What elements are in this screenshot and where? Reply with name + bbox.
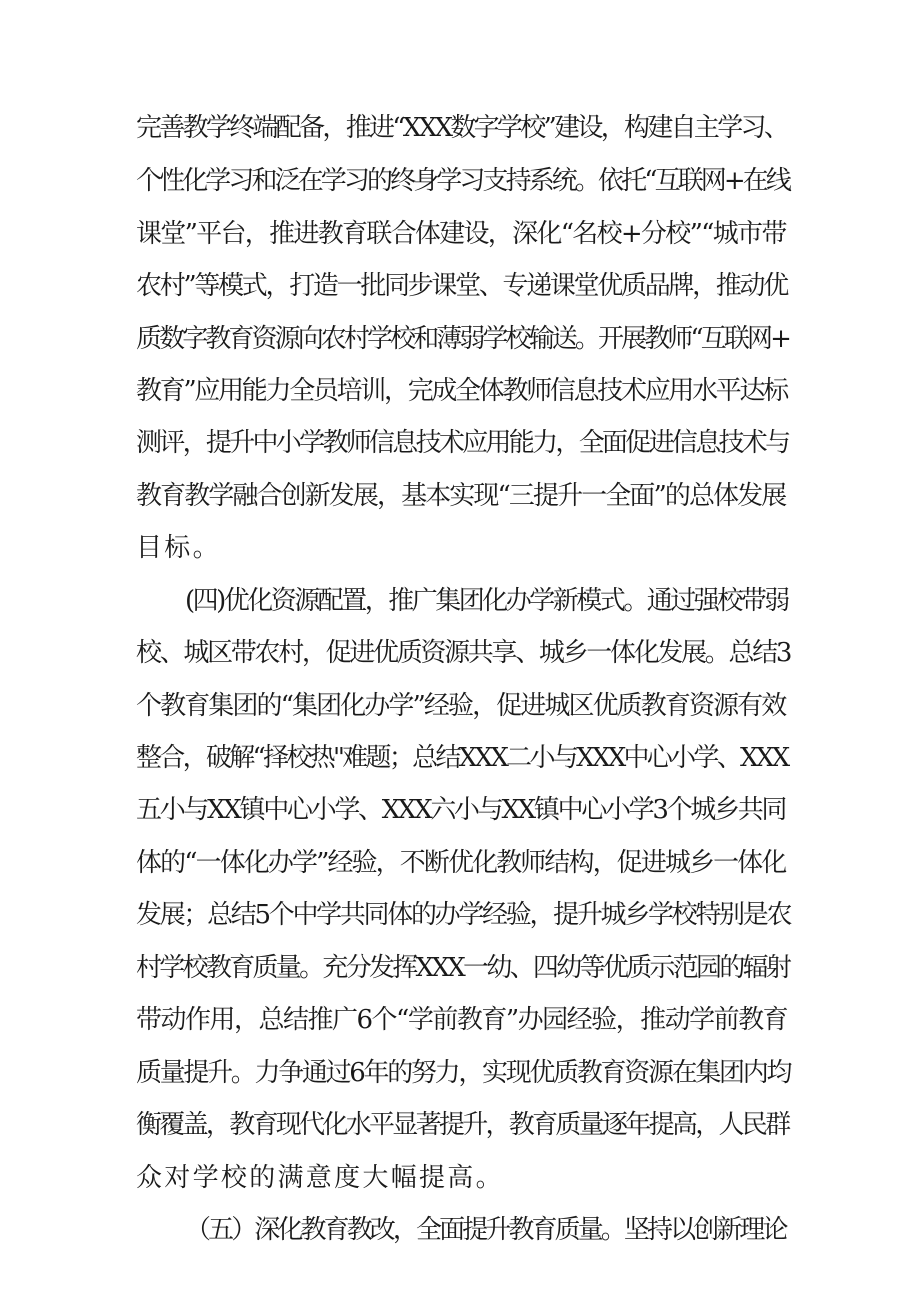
text-line: 体的“一体化办学”经验，不断优化教师结构，促进城乡一体化 xyxy=(136,848,786,878)
text-line: 个性化学习和泛在学习的终身学习支持系统。依托“互联网+在线 xyxy=(136,166,789,196)
text-line: 五小与XX镇中心小学、XXX六小与XX镇中心小学3个城乡共同 xyxy=(136,795,786,825)
text-line: 目标。 xyxy=(136,533,221,563)
text-line: 个教育集团的“集团化办学”经验，促进城区优质教育资源有效 xyxy=(136,691,786,721)
text-line: 衡覆盖，教育现代化水平显著提升，教育质量逐年提高，人民群 xyxy=(136,1110,789,1140)
text-line: 完善教学终端配备，推进“XXX数字学校”建设，构建自主学习、 xyxy=(136,113,788,143)
text-line: 质数字教育资源向农村学校和薄弱学校输送。开展教师“互联网+ xyxy=(136,324,789,354)
text-line: 教育教学融合创新发展，基本实现“三提升一全面”的总体发展 xyxy=(136,481,786,511)
text-line: 村学校教育质量。充分发挥XXX一幼、四幼等优质示范园的辐射 xyxy=(136,953,790,983)
text-line: 整合，破解“择校热"难题；总结XXX二小与XXX中心小学、XXX xyxy=(136,743,788,773)
text-line: 质量提升。力争通过6年的努力，实现优质教育资源在集团内均 xyxy=(136,1058,791,1088)
text-line: 农村”等模式，打造一批同步课堂、专递课堂优质品牌，推动优 xyxy=(136,271,787,301)
section-heading-line: （五）深化教育教改，全面提升教育质量。坚持以创新理论 xyxy=(185,1215,786,1245)
text-line: 课堂”平台，推进教育联合体建设，深化“名校+分校”“城市带 xyxy=(136,219,786,249)
text-line: 测评，提升中小学教师信息技术应用能力，全面促进信息技术与 xyxy=(136,428,789,458)
text-line: 带动作用，总结推广6个“学前教育”办园经验，推动学前教育 xyxy=(136,1005,788,1035)
text-line: 众对学校的满意度大幅提高。 xyxy=(136,1163,504,1193)
text-line: 发展；总结5个中学共同体的办学经验，提升城乡学校特别是农 xyxy=(136,900,791,930)
text-line: 教育”应用能力全员培训，完成全体教师信息技术应用水平达标 xyxy=(136,376,787,406)
text-line: 校、城区带农村，促进优质资源共享、城乡一体化发展。总结3 xyxy=(136,638,791,668)
section-heading-line: (四)优化资源配置，推广集团化办学新模式。通过强校带弱 xyxy=(185,586,788,616)
